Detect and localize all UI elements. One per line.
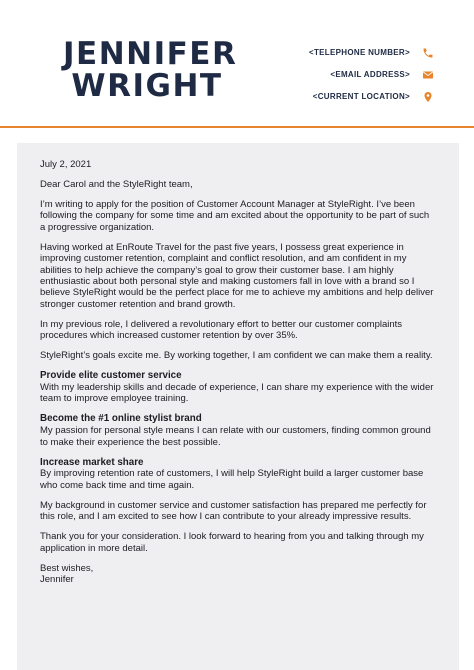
- section-heading: Provide elite customer service: [40, 370, 182, 382]
- section-market-share: [40, 457, 434, 492]
- paragraph-background: My background in customer service and customer satisfaction has prepared me perfectly for this role, and I am excited to see how I can contribute to your already impressive results.: [40, 499, 427, 523]
- letter-salutation: Dear Carol and the StyleRight team,: [40, 179, 193, 190]
- email-label: <EMAIL ADDRESS>: [330, 69, 410, 79]
- phone-label: <TELEPHONE NUMBER>: [309, 47, 410, 57]
- cover-letter-body: [40, 159, 434, 585]
- paragraph-goals: StyleRight’s goals excite me. By working together, I am confident we can make them a reality.: [40, 350, 433, 362]
- section-heading: Become the #1 online stylist brand: [40, 413, 202, 425]
- letter-signature: Jennifer: [40, 574, 74, 586]
- section-body: My passion for personal style means I can relate with our customers, finding common ground to make their experience the best possible.: [40, 425, 431, 448]
- contact-phone: [309, 41, 434, 63]
- section-heading: Increase market share: [40, 456, 144, 468]
- contact-location: [309, 85, 434, 107]
- email-icon: [422, 68, 434, 80]
- location-label: <CURRENT LOCATION>: [312, 91, 410, 101]
- location-pin-icon: [422, 90, 434, 102]
- section-stylist-brand: [40, 413, 434, 448]
- resume-header: [0, 0, 474, 127]
- letter-sign-off: Best wishes,: [40, 562, 94, 574]
- letter-date: July 2, 2021: [40, 159, 92, 170]
- contact-block: [309, 41, 434, 107]
- last-name: WRIGHT: [71, 68, 223, 104]
- paragraph-previous-role: In my previous role, I delivered a revolutionary effort to better our customer complaints procedures which increased customer retention by over 35%.: [40, 318, 403, 342]
- contact-email: [309, 63, 434, 85]
- paragraph-intro: I’m writing to apply for the position of Customer Account Manager at StyleRight. I’ve been following the company for some time and am excited about the opportunity to be part of such a progressive organization.: [40, 199, 430, 233]
- section-customer-service: [40, 370, 434, 405]
- first-name: JENNIFER: [63, 36, 238, 72]
- paragraph-thanks: Thank you for your consideration. I look forward to hearing from you and talking through my application in more detail.: [40, 531, 424, 554]
- section-body: By improving retention rate of customers, I will help StyleRight build a larger customer base who come back time and time again.: [40, 468, 424, 491]
- phone-icon: [422, 46, 434, 58]
- section-body: With my leadership skills and decade of experience, I can share my experience with the wider team to improve employee training.: [40, 382, 434, 405]
- paragraph-experience: Having worked at EnRoute Travel for the past five years, I possess great experience in improving customer retention, complaint and conflict resolution, and am confident in my abilities to help achieve the company’s goal to grow their customer base. I am highly enthusiastic about both personal style and making customers fall in love with a brand so I believe StyleRight would be the perfect place for me to achieve my ambitions and help deliver stronger customer retention and brand growth.: [40, 241, 434, 310]
- header-divider: [0, 126, 474, 128]
- applicant-name: [63, 36, 238, 104]
